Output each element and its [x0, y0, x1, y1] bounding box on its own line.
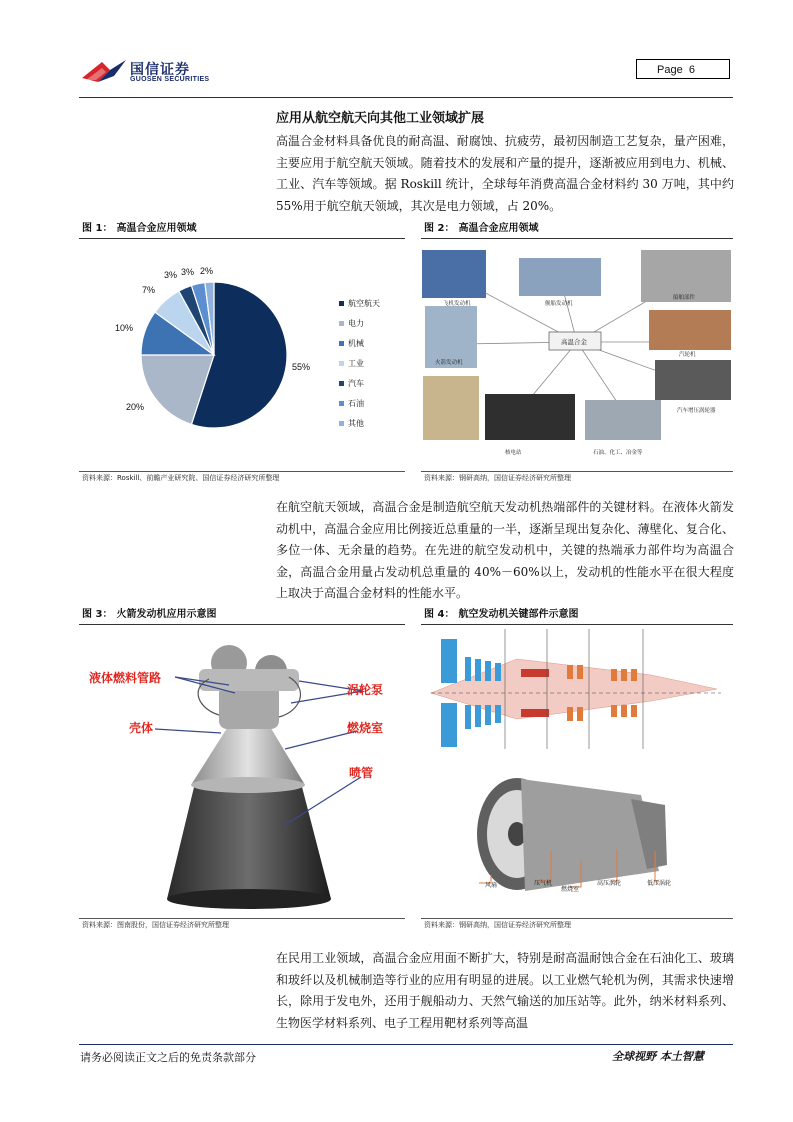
- label-combustion-chamber: 燃烧室: [347, 721, 384, 735]
- label-fan: 风扇: [485, 882, 498, 889]
- page-label: Page: [657, 64, 683, 76]
- figure-1-source: 资料来源：Roskill、前瞻产业研究院、国信证券经济研究所整理: [79, 471, 405, 485]
- legend-item: [339, 393, 380, 413]
- legend-label: 电力: [348, 318, 364, 328]
- label-casing: 壳体: [129, 721, 154, 735]
- legend-label: 石油: [348, 398, 364, 408]
- legend-label: 汽车: [348, 378, 364, 388]
- turbocharger-image: [655, 360, 731, 400]
- legend-label: 其他: [348, 418, 364, 428]
- guosen-logo-icon: [80, 56, 130, 86]
- figure-1-header: [79, 220, 405, 239]
- figure-3-header: [79, 606, 405, 625]
- figure-4-jet-engine: [421, 629, 733, 911]
- legend-item: [339, 313, 380, 333]
- footer-disclaimer: 请务必阅读正文之后的免责条款部分: [80, 1051, 256, 1064]
- pie-label-aerospace: 55%: [292, 362, 311, 372]
- legend-swatch: [339, 361, 344, 366]
- legend-label: 机械: [348, 338, 364, 348]
- nuclear-plant-image: [423, 376, 479, 440]
- legend-swatch: [339, 381, 344, 386]
- paragraph-aerospace: 在航空航天领域，高温合金是制造航空航天发动机热端部件的关键材料。在液体火箭发动机中，高温合金应用比例接近总重量的一半，逐渐呈现出复杂化、薄壁化、复合化、多位一体、无余量的趋势。在先进的航空发动机中，关键的热端承力部件均为高温合金，高温合金用量占发动机总重量的 40%－60%以上，发动机的性能水平在很大程度上取决于高温合金材料的性能水平。: [276, 500, 734, 600]
- node-label-turbocharger: 汽车增压涡轮器: [677, 408, 716, 414]
- legend-item: [339, 293, 380, 313]
- legend-item: [339, 333, 380, 353]
- label-fuel-line: 液体燃料管路: [89, 671, 162, 685]
- figure-3-number: 图 3：: [82, 609, 113, 620]
- legend-swatch: [339, 421, 344, 426]
- figure-2-number: 图 2：: [424, 223, 455, 234]
- footer-divider: [79, 1044, 733, 1045]
- legend-label: 航空航天: [348, 298, 380, 308]
- label-turbopump: 涡轮泵: [347, 683, 384, 697]
- pie-label-other: 2%: [200, 266, 214, 276]
- figure-1-title: 高温合金应用领域: [116, 223, 197, 234]
- node-label-aircraft: 飞机发动机: [443, 301, 471, 307]
- label-combustor: 燃烧室: [561, 886, 580, 893]
- figure-4-source: 资料来源：钢研高纳，国信证券经济研究所整理: [421, 918, 733, 932]
- header-divider: [79, 97, 733, 98]
- pie-label-industry: 7%: [142, 285, 156, 295]
- steam-turbine-image: [649, 310, 731, 350]
- node-label-rocket: 火箭发动机: [435, 360, 463, 366]
- aircraft-engine-image: [422, 250, 486, 298]
- brand-name: 国信证券: [130, 62, 190, 78]
- page-indicator: [636, 59, 730, 79]
- figure-3-source: 资料来源：图南股份，国信证券经济研究所整理: [79, 918, 405, 932]
- label-nozzle: 喷管: [349, 766, 374, 780]
- figure-2-source: 资料来源：钢研高纳，国信证券经济研究所整理: [421, 471, 733, 485]
- pie-label-power: 20%: [126, 402, 145, 412]
- pie-label-petroleum: 3%: [181, 267, 195, 277]
- pie-label-auto: 3%: [164, 270, 178, 280]
- figure-4-title: 航空发动机关键部件示意图: [458, 609, 579, 620]
- legend-swatch: [339, 301, 344, 306]
- figure-2-header: [421, 220, 733, 239]
- legend-label: 工业: [348, 358, 364, 368]
- label-lp-turbine: 低压涡轮: [647, 880, 672, 887]
- node-label-ship: 舰船发动机: [545, 301, 573, 307]
- brand-name-en: GUOSEN SECURITIES: [130, 76, 210, 83]
- figure-2-diagram: [421, 244, 733, 466]
- legend-item: [339, 413, 380, 433]
- paragraph-industrial: 在民用工业领域，高温合金应用面不断扩大，特别是耐高温耐蚀合金在石油化工、玻璃和玻纤以及机械制造等行业的应用有明显的进展。以工业燃气轮机为例，其需求快速增长，除用于发电外，还用于舰船动力、天然气输送的加压站等。此外，纳米材料系列、生物医学材料系列、电子工程用靶材系列等高温: [276, 951, 734, 1030]
- section-title: 应用从航空航天向其他工业领域扩展: [276, 111, 485, 126]
- figure-3-rocket-engine: [79, 629, 405, 911]
- paragraph-intro: 高温合金材料具备优良的耐高温、耐腐蚀、抗疲劳，最初因制造工艺复杂，量产困难，主要应用于航空航天领域。随着技术的发展和产量的提升，逐渐被应用到电力、机械、工业、汽车等领域。据 Roskill 统计，全球每年消费高温合金材料约 30 万吨，其中约 55%用于航空航天领域，其次是电力领域，占 20%。: [276, 134, 734, 213]
- node-label-turbine: 汽轮机: [679, 352, 696, 358]
- figure-1-pie-chart: [79, 241, 405, 467]
- node-label-petrochem: 石油、化工、冶金等: [593, 450, 643, 456]
- figure-2-title: 高温合金应用领域: [458, 223, 539, 234]
- legend-item: [339, 353, 380, 373]
- figure-4-number: 图 4：: [424, 609, 455, 620]
- figure-3-title: 火箭发动机应用示意图: [116, 609, 217, 620]
- label-hp-turbine: 高压涡轮: [597, 880, 622, 887]
- legend-swatch: [339, 401, 344, 406]
- jet-engine-illustration: [421, 629, 733, 911]
- petrochemical-image: [585, 400, 661, 440]
- pie-label-machinery: 10%: [115, 323, 134, 333]
- figure-1-number: 图 1：: [82, 223, 113, 234]
- center-node-label: 高温合金: [561, 338, 587, 346]
- node-label-ship-parts: 船舶部件: [673, 295, 696, 301]
- nuclear-core-image: [485, 394, 575, 440]
- page-number: 6: [688, 64, 695, 76]
- node-label-nuclear: 核电站: [505, 450, 522, 456]
- pie-legend: [339, 293, 380, 433]
- legend-swatch: [339, 321, 344, 326]
- legend-swatch: [339, 341, 344, 346]
- label-compressor: 压气机: [534, 880, 553, 887]
- figure-4-header: [421, 606, 733, 625]
- legend-item: [339, 373, 380, 393]
- footer-slogan: 全球视野 本土智慧: [612, 1050, 704, 1063]
- ship-image: [519, 258, 601, 296]
